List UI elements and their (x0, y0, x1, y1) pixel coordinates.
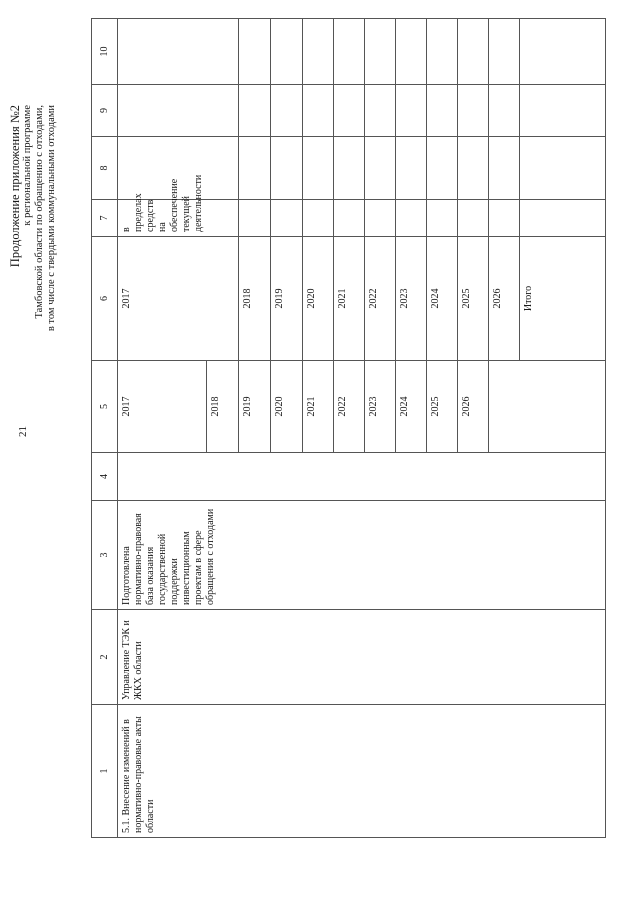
col8-cell (303, 85, 334, 137)
year-col6-cell: 2025 (458, 237, 489, 361)
col4-cell (118, 453, 606, 501)
executor-cell: Управление ТЭК и ЖКХ области (118, 610, 606, 705)
col6-cell (365, 200, 396, 237)
col8-cell (427, 85, 458, 137)
col9-cell (239, 19, 271, 85)
col8-cell (458, 85, 489, 137)
col7-cell (427, 137, 458, 200)
col7-cell (396, 137, 427, 200)
year-col6-cell: 2024 (427, 237, 458, 361)
col6-cell (520, 200, 606, 237)
col9-cell (365, 19, 396, 85)
col6-cell (334, 200, 365, 237)
year-col5-cell: 2017 (118, 361, 207, 453)
col9-cell (427, 19, 458, 85)
year-col5-cell: 2022 (334, 361, 365, 453)
appendix-header (8, 105, 58, 605)
year-col6-cell: 2020 (303, 237, 334, 361)
year-col5-cell: 2026 (458, 361, 489, 453)
col8-cell (118, 85, 239, 137)
program-measures-table (91, 18, 606, 838)
header-line-3: Тамбовской области по обращению с отходами, (34, 105, 45, 319)
col7-cell (303, 137, 334, 200)
col9-cell (334, 19, 365, 85)
header-line-4: в том числе с твердыми коммунальными отходами (46, 105, 57, 332)
col8-cell (271, 85, 303, 137)
col9-cell (489, 19, 520, 85)
col6-cell (427, 200, 458, 237)
col6-cell (271, 200, 303, 237)
year-col6-cell: 2017 (118, 237, 239, 361)
col-header-2: 2 (92, 610, 118, 705)
col8-cell (334, 85, 365, 137)
col8-cell (520, 85, 606, 137)
col-header-6: 6 (92, 237, 118, 361)
col-header-7: 7 (92, 200, 118, 237)
header-line-2: к региональной программе (22, 105, 33, 226)
funding-note-cell: в пределах средств на обеспечение текущей деятельности (118, 200, 239, 237)
col6-cell (489, 200, 520, 237)
col7-cell (334, 137, 365, 200)
measure-name-cell: 5.1. Внесение изменений в нормативно-правовые акты области (118, 705, 606, 838)
year-col6-cell: 2022 (365, 237, 396, 361)
col7-cell (520, 137, 606, 200)
col9-cell (271, 19, 303, 85)
year-col5-cell: 2018 (207, 361, 239, 453)
col9-cell (396, 19, 427, 85)
col6-cell (239, 200, 271, 237)
col9-cell (520, 19, 606, 85)
col8-cell (489, 85, 520, 137)
year-col6-cell: 2021 (334, 237, 365, 361)
col6-cell (303, 200, 334, 237)
col-header-4: 4 (92, 453, 118, 501)
col8-cell (396, 85, 427, 137)
year-col6-cell: 2019 (271, 237, 303, 361)
result-cell: Подготовлена нормативно-правовая база оказания государственной поддержки инвестиционным проектам в сфере обращения с отходами (118, 501, 606, 610)
total-label: Итого (520, 237, 606, 361)
year-col6-cell: 2026 (489, 237, 520, 361)
col9-cell (458, 19, 489, 85)
col8-cell (239, 85, 271, 137)
page-number: 21 (17, 426, 29, 437)
col-header-10: 10 (92, 19, 118, 85)
col6-cell (458, 200, 489, 237)
year-col6-cell: 2018 (239, 237, 271, 361)
col-header-3: 3 (92, 501, 118, 610)
col-header-9: 9 (92, 85, 118, 137)
col7-cell (458, 137, 489, 200)
year-col5-cell: 2025 (427, 361, 458, 453)
year-col5-cell: 2019 (239, 361, 271, 453)
col5-blank-cell (489, 361, 606, 453)
col-header-5: 5 (92, 361, 118, 453)
col7-cell (239, 137, 271, 200)
table-row (118, 19, 207, 838)
col9-cell (303, 19, 334, 85)
column-number-row (92, 19, 118, 838)
year-col5-cell: 2021 (303, 361, 334, 453)
col9-cell (118, 19, 239, 85)
year-col5-cell: 2020 (271, 361, 303, 453)
col7-cell (365, 137, 396, 200)
col7-cell (271, 137, 303, 200)
col-header-1: 1 (92, 705, 118, 838)
col6-cell (396, 200, 427, 237)
year-col5-cell: 2023 (365, 361, 396, 453)
col7-cell (489, 137, 520, 200)
col-header-8: 8 (92, 137, 118, 200)
col8-cell (365, 85, 396, 137)
header-line-1: Продолжение приложения №2 (8, 105, 22, 268)
year-col5-cell: 2024 (396, 361, 427, 453)
year-col6-cell: 2023 (396, 237, 427, 361)
